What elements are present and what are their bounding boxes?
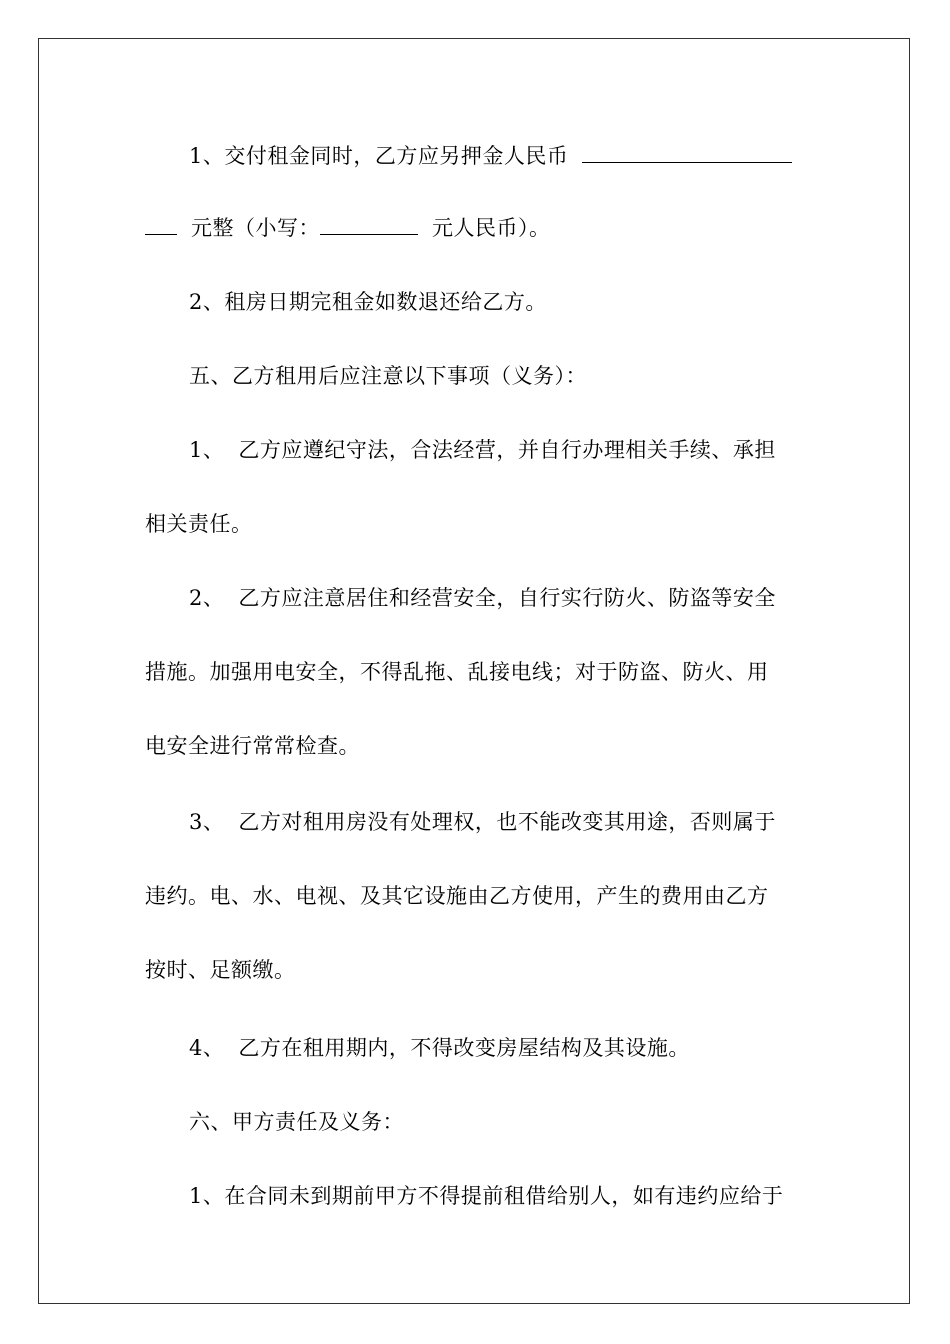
text-segment: 1、交付租金同时，乙方应另押金人民币: [189, 144, 569, 168]
text-segment: 1、在合同未到期前甲方不得提前租借给别人，如有违约应给于: [189, 1184, 784, 1208]
text-segment: 相关责任。: [145, 512, 253, 536]
text-line: [145, 214, 551, 242]
blank-field: [145, 216, 177, 235]
text-segment: 元人民币）。: [432, 216, 551, 240]
text-line: [189, 808, 776, 836]
text-segment: 五、乙方租用后应注意以下事项（义务）：: [189, 364, 587, 388]
text-line: [145, 658, 769, 686]
text-segment: 电安全进行常常检查。: [145, 734, 360, 758]
text-line: [189, 288, 547, 316]
text-segment: 3、: [189, 810, 225, 834]
text-line: [189, 362, 587, 390]
text-line: [189, 436, 776, 464]
text-line: [145, 732, 360, 760]
text-segment: 2、: [189, 586, 225, 610]
text-segment: 乙方对租用房没有处理权，也不能改变其用途，否则属于: [238, 810, 776, 834]
text-line: [145, 882, 769, 910]
text-segment: 措施。加强用电安全，不得乱拖、乱接电线；对于防盗、防火、用: [145, 660, 769, 684]
text-line: [145, 510, 253, 538]
text-segment: 按时、足额缴。: [145, 958, 296, 982]
text-segment: 乙方在租用期内，不得改变房屋结构及其设施。: [238, 1036, 690, 1060]
text-segment: 乙方应遵纪守法，合法经营，并自行办理相关手续、承担: [238, 438, 776, 462]
text-line: [189, 1034, 690, 1062]
text-line: [189, 1108, 404, 1136]
text-segment: 4、: [189, 1036, 225, 1060]
text-segment: 元整（小写：: [191, 216, 320, 240]
text-line: [189, 142, 792, 170]
text-segment: 违约。电、水、电视、及其它设施由乙方使用，产生的费用由乙方: [145, 884, 769, 908]
text-line: [189, 1182, 783, 1210]
text-segment: 乙方应注意居住和经营安全，自行实行防火、防盗等安全: [238, 586, 776, 610]
text-segment: 2、租房日期完租金如数退还给乙方。: [189, 290, 547, 314]
blank-field: [320, 216, 418, 235]
text-segment: 六、甲方责任及义务：: [189, 1110, 404, 1134]
text-line: [189, 584, 776, 612]
text-line: [145, 956, 296, 984]
text-segment: 1、: [189, 438, 225, 462]
blank-field: [582, 144, 792, 163]
